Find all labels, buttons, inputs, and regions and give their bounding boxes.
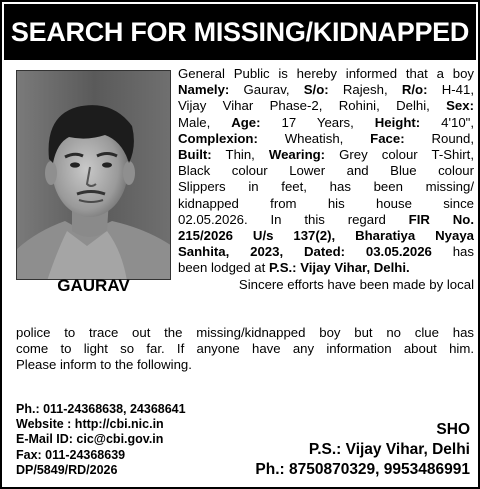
notice-line: been lodged at P.S.: Vijay Vihar, Delhi. bbox=[178, 260, 410, 276]
notice-line: 215/2026 U/s 137(2), Bharatiya Nyaya bbox=[178, 228, 474, 244]
contact-details bbox=[16, 402, 276, 478]
photo-caption: GAURAV bbox=[57, 276, 130, 295]
notice-line: General Public is hereby informed that a boy bbox=[178, 66, 474, 81]
notice-line: Sincere efforts have been made by local bbox=[238, 276, 474, 292]
contact-website: Website : http://cbi.nic.in bbox=[16, 417, 164, 432]
notice-line: Vijay Vihar Phase-2, Rohini, Delhi, Sex: bbox=[178, 98, 474, 114]
contact-fax: Fax: 011-24368639 bbox=[16, 447, 126, 462]
notice-line: Built: Thin, Wearing: Grey colour T-Shirt, bbox=[178, 147, 474, 163]
notice-line: police to trace out the missing/kidnapped boy but no clue has bbox=[16, 325, 474, 340]
notice-line: Namely: Gaurav, S/o: Rajesh, R/o: H-41, bbox=[178, 82, 474, 98]
portrait-illustration bbox=[17, 71, 171, 280]
notice-line: Please inform to the following. bbox=[16, 357, 192, 373]
contact-phone: Ph.: 011-24368638, 24368641 bbox=[16, 402, 186, 416]
notice-line: Slippers in feet, has been missing/ bbox=[178, 179, 474, 195]
notice-line: Complexion: Wheatish, Face: Round, bbox=[178, 130, 474, 146]
signature-phone: Ph.: 8750870329, 9953486991 bbox=[255, 461, 470, 478]
notice-line: kidnapped from his house since bbox=[178, 195, 474, 211]
notice-description bbox=[178, 66, 474, 293]
signature-block bbox=[255, 420, 470, 480]
notice-line: Male, Age: 17 Years, Height: 4'10", bbox=[178, 114, 474, 130]
notice-line: Black colour Lower and Blue colour bbox=[178, 163, 474, 179]
notice-line: Sanhita, 2023, Dated: 03.05.2026 has bbox=[178, 244, 474, 260]
signature-office: SHO bbox=[436, 421, 470, 438]
signature-station: P.S.: Vijay Vihar, Delhi bbox=[308, 441, 470, 458]
notice-line: come to light so far. If anyone have any information about him. bbox=[16, 341, 474, 357]
reference-number: DP/5849/RD/2026 bbox=[16, 462, 118, 477]
notice-title: SEARCH FOR MISSING/KIDNAPPED bbox=[4, 4, 476, 60]
contact-email: E-Mail ID: cic@cbi.gov.in bbox=[16, 432, 164, 447]
missing-person-photo bbox=[16, 70, 171, 280]
notice-appeal bbox=[16, 325, 474, 374]
notice-line: 02.05.2026. In this regard FIR No. bbox=[178, 211, 474, 227]
